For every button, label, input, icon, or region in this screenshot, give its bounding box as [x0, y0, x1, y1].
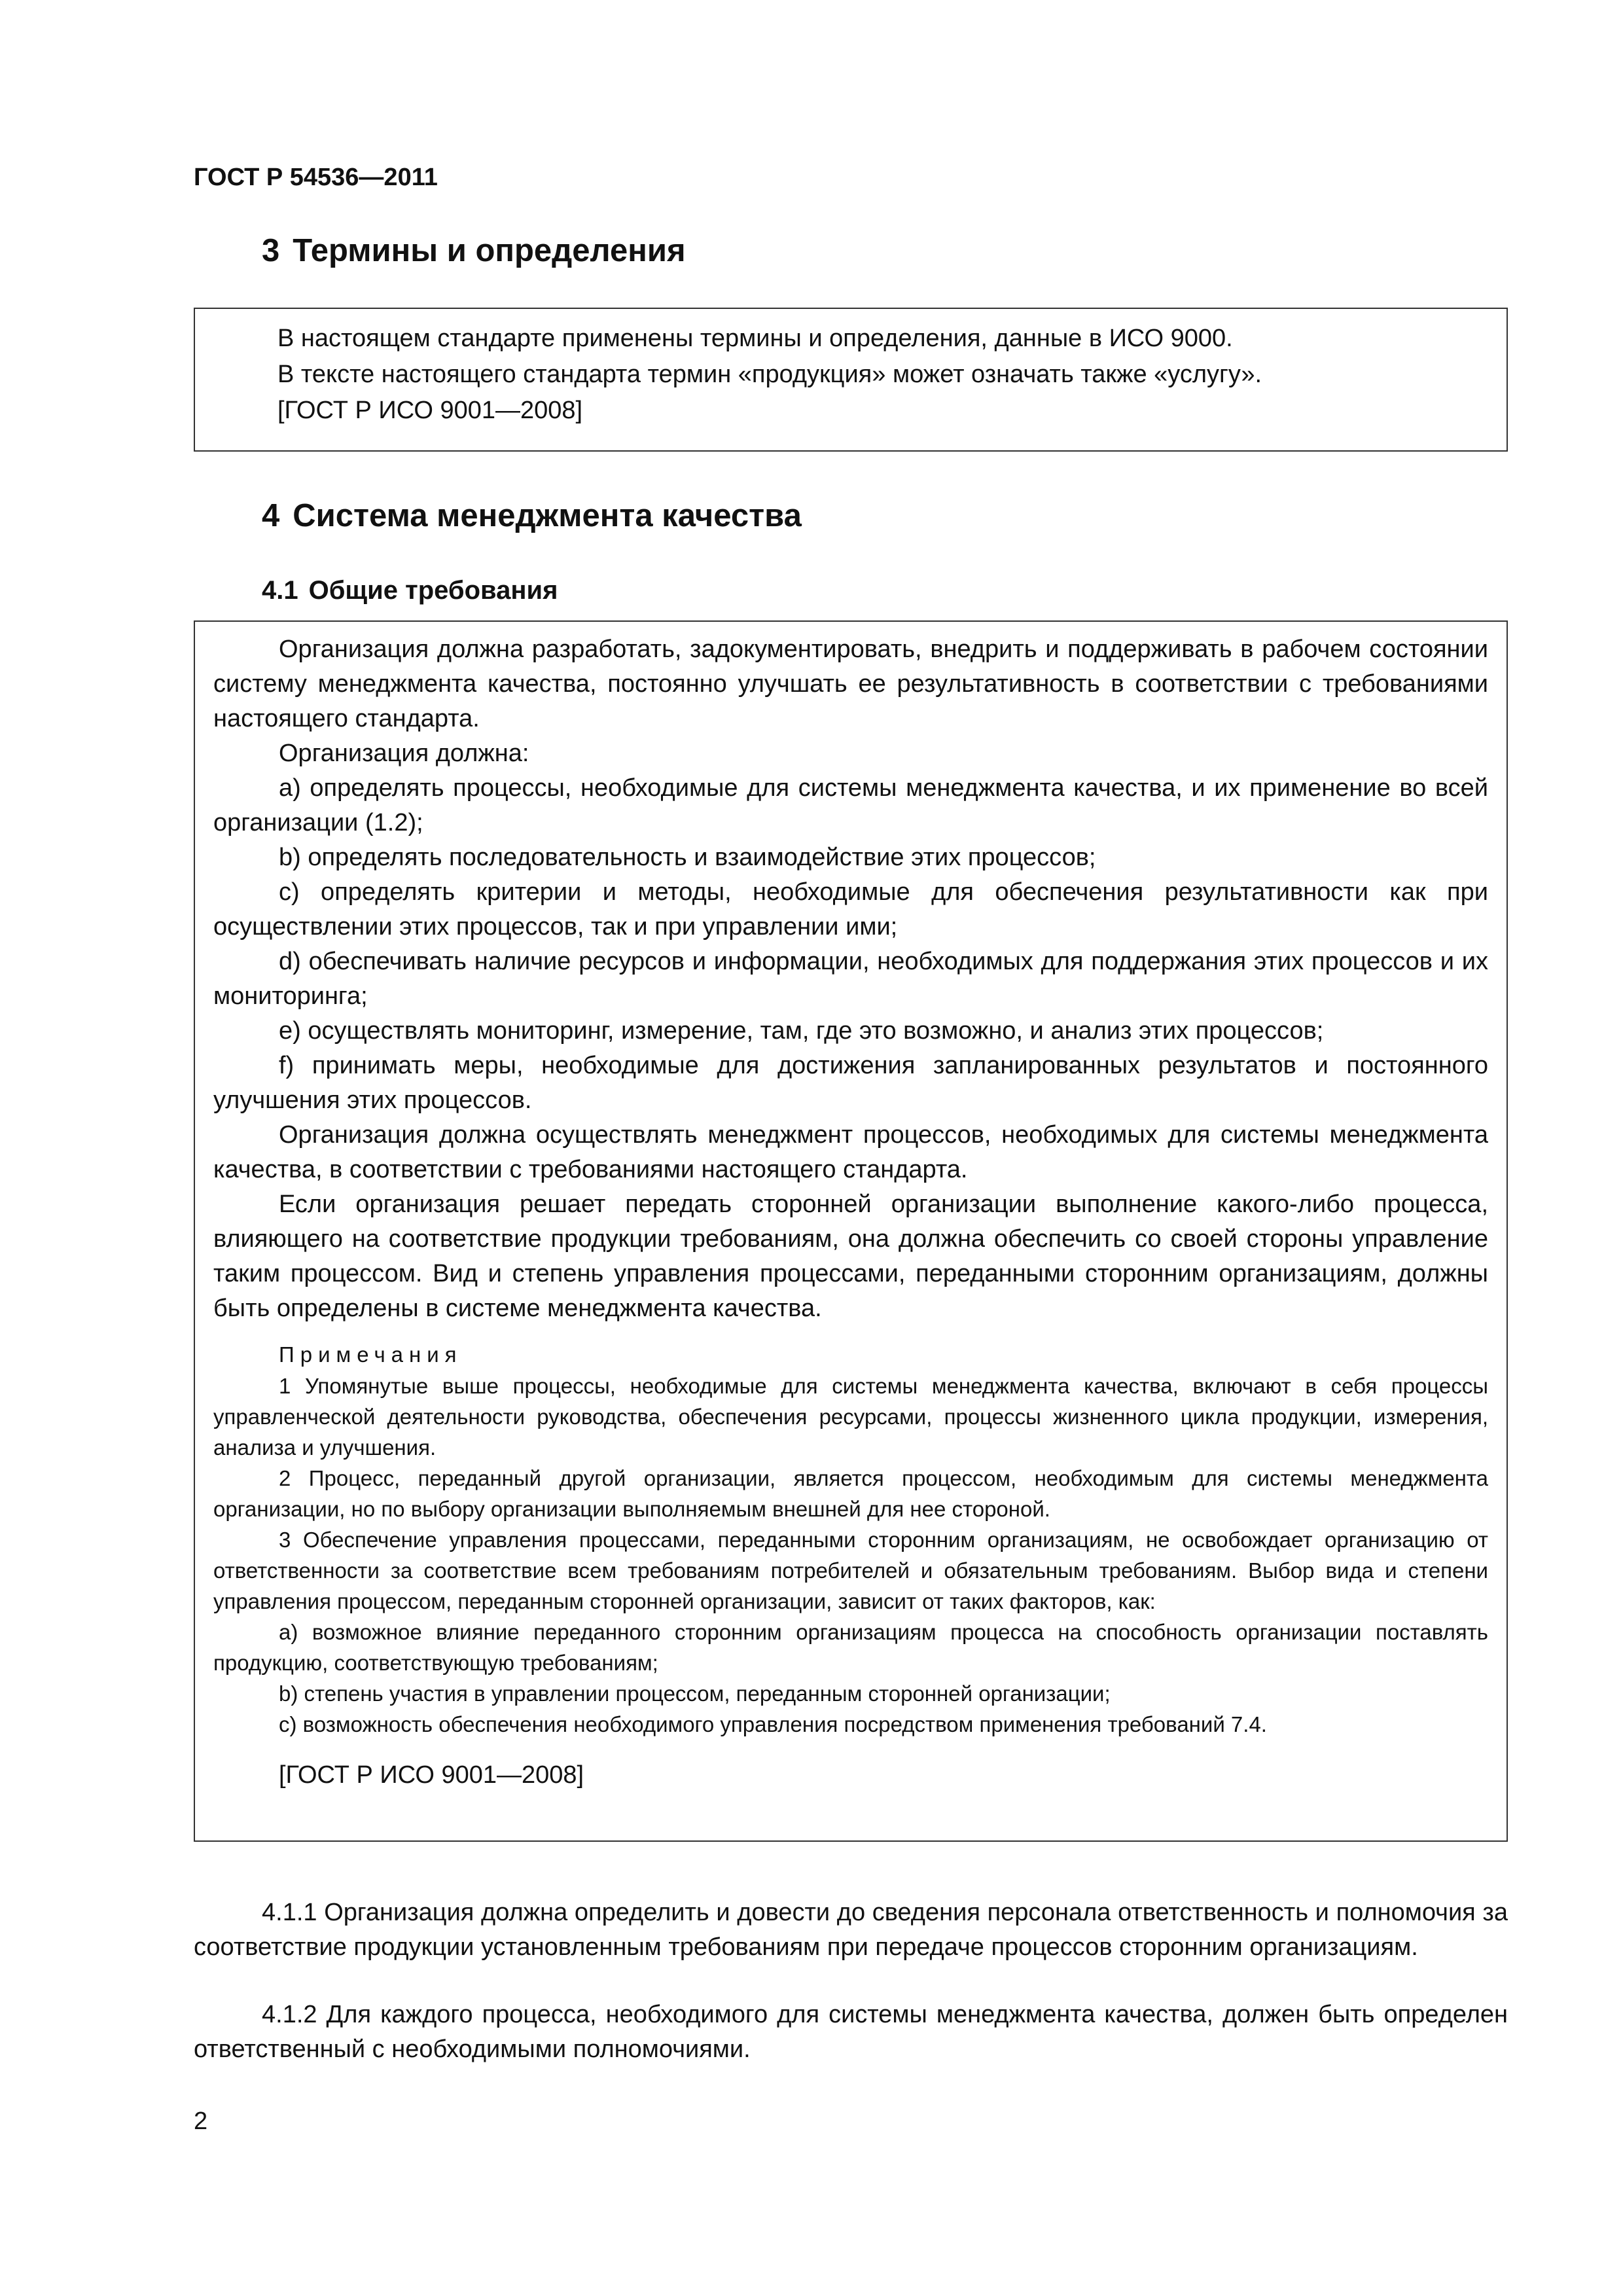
section-4-title: Система менеджмента качества	[293, 498, 802, 533]
section-3-number: 3	[262, 233, 280, 268]
notes-title: Примечания	[279, 1342, 463, 1367]
section-4-1-reference: [ГОСТ Р ИСО 9001—2008]	[279, 1761, 584, 1789]
list-item-a: a) определять процессы, необходимые для системы менеджмента качества, и их применение во всей организации (1.2);	[213, 774, 1488, 836]
section-3-reference: [ГОСТ Р ИСО 9001—2008]	[277, 397, 583, 424]
section-4-heading	[262, 497, 802, 534]
list-item-f: f) принимать меры, необходимые для достижения запланированных результатов и постоянного улучшения этих процессов.	[213, 1052, 1488, 1114]
note-3-item-a: a) возможное влияние переданного сторонним организациям процесса на способность организации поставлять продукцию, соответствующую требованиям;	[213, 1620, 1488, 1675]
list-item-d: d) обеспечивать наличие ресурсов и информации, необходимых для поддержания этих процессов и их мониторинга;	[213, 948, 1488, 1010]
note-3-item-b: b) степень участия в управлении процессом, переданным сторонней организации;	[279, 1681, 1111, 1706]
subsection-4-1-heading	[262, 576, 558, 605]
subsection-4-1-title: Общие требования	[308, 576, 558, 605]
list-item-c: c) определять критерии и методы, необходимые для обеспечения результативности как при осуществлении этих процессов, так и при управлении ими;	[213, 878, 1488, 941]
clause-4-1-2: 4.1.2 Для каждого процесса, необходимого для системы менеджмента качества, должен быть определен ответственный с необходимыми полномочиями.	[194, 2001, 1508, 2063]
section-3-line-2: В тексте настоящего стандарта термин «продукция» может означать также «услугу».	[277, 361, 1262, 388]
section-3-line-1: В настоящем стандарте применены термины и определения, данные в ИСО 9000.	[277, 325, 1233, 352]
clause-4-1-1: 4.1.1 Организация должна определить и довести до сведения персонала ответственность и полномочия за соответствие продукции установленным требованиям при передаче процессов сторонним организациям.	[194, 1899, 1508, 1961]
page-number: 2	[194, 2108, 208, 2135]
note-3: 3 Обеспечение управления процессами, переданными сторонним организациям, не освобождает организацию от ответственности за соответствие всем требованиям потребителей и обязательным требованиям. Выбор вида и степени управления процессом, переданным сторонней организации, зависит от таких факторов, как:	[213, 1528, 1488, 1613]
note-1: 1 Упомянутые выше процессы, необходимые для системы менеджмента качества, включают в себя процессы управленческой деятельности руководства, обеспечения ресурсами, процессы жизненного цикла продукции, измерения, анализа и улучшения.	[213, 1374, 1488, 1460]
note-2: 2 Процесс, переданный другой организации, является процессом, необходимым для системы менеджмента организации, но по выбору организации выполняемым внешней для нее стороной.	[213, 1466, 1488, 1521]
list-item-b: b) определять последовательность и взаимодействие этих процессов;	[279, 844, 1096, 871]
document-header: ГОСТ Р 54536—2011	[194, 164, 438, 191]
section-3-box	[194, 308, 1508, 452]
paragraph: Организация должна осуществлять менеджмент процессов, необходимых для системы менеджмента качества, в соответствии с требованиями настоящего стандарта.	[213, 1121, 1488, 1183]
paragraph: Организация должна разработать, задокументировать, внедрить и поддерживать в рабочем состоянии систему менеджмента качества, постоянно улучшать ее результативность в соответствии с требованиями настоящего стандарта.	[213, 636, 1488, 732]
note-3-item-c: c) возможность обеспечения необходимого управления посредством применения требований 7.4.	[279, 1712, 1267, 1736]
section-3-title: Термины и определения	[293, 233, 686, 268]
list-item-e: e) осуществлять мониторинг, измерение, там, где это возможно, и анализ этих процессов;	[279, 1017, 1324, 1045]
paragraph: Организация должна:	[279, 740, 529, 767]
paragraph: Если организация решает передать сторонней организации выполнение какого-либо процесса, влияющего на соответствие продукции требованиям, она должна обеспечить со своей стороны управление таким процессом. Вид и степень управления процессами, переданными сторонним организациям, должны быть определены в системе менеджмента качества.	[213, 1191, 1488, 1322]
section-3-heading	[262, 232, 686, 269]
section-4-number: 4	[262, 498, 280, 533]
section-4-1-box	[194, 620, 1508, 1842]
subsection-4-1-number: 4.1	[262, 576, 298, 605]
